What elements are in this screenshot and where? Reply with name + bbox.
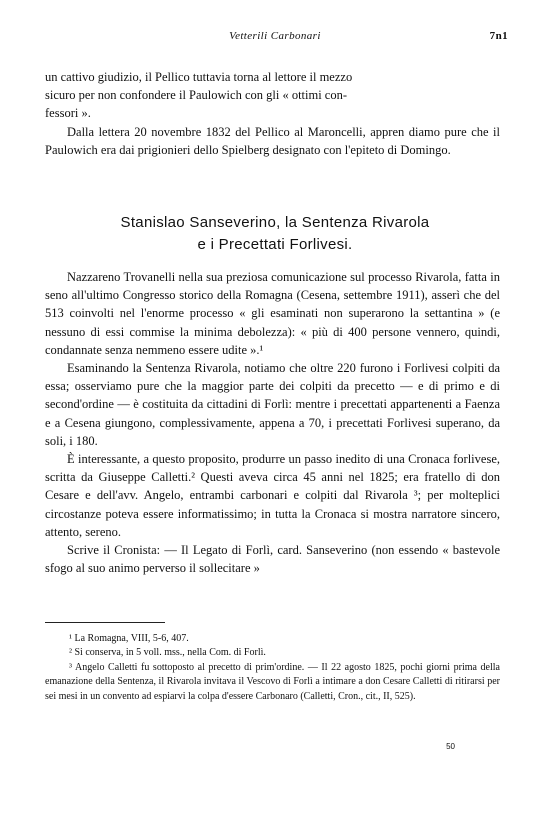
section-title — [0, 212, 550, 256]
continued-line-2: sicuro per non confondere il Paulowich con gli « ottimi con- — [45, 88, 348, 103]
footnote-2: ² Si conserva, in 5 voll. mss., nella Com. di Forlì. — [69, 647, 266, 659]
continued-text — [45, 68, 500, 159]
running-head — [0, 30, 550, 46]
running-title: Vetterili Carbonari — [229, 30, 321, 42]
paragraph-4: Scrive il Cronista: — Il Legato di Forlì, card. Sanseverino (non essendo « bastevole sfogo al suo animo perverso il sollecitare » — [45, 543, 500, 576]
bottom-mark: 50 — [446, 742, 455, 751]
footnotes — [45, 632, 500, 704]
footnote-1: ¹ La Romagna, VIII, 5-6, 407. — [69, 633, 189, 644]
continued-line-1: un cattivo giudizio, il Pellico tuttavia torna al lettore il mezzo — [45, 70, 353, 84]
paragraph-3: È interessante, a questo proposito, produrre un passo inedito di una Cronaca forlivese, scritta da Giuseppe Calletti.² Questi aveva circa 45 anni nel 1825; era fratello di don Cesare e dell'avv. Angelo, entrambi carbonari e colpiti dal Rivarola ³; per molteplici circostanze poteva essere informatissimo; in tutta la Cronaca si mostra narratore sincero, attento, sereno. — [45, 452, 500, 539]
footnote-3: ³ Angelo Calletti fu sottoposto al precetto di prim'ordine. — Il 22 agosto 1825, pochi giorni prima della emanazione della Sentenza, il Rivarola invitava il Vescovo di Forlì a intimare a don Cesare Calletti di ritirarsi per sei mesi in un convento ad espiarvi la colpa d'essere Carbonaro (Calletti, Cron., cit., II, 525). — [45, 661, 500, 702]
continued-paragraph-2: Dalla lettera 20 novembre 1832 del Pellico al Maroncelli, appren diamo pure che il Paulowich era dai prigionieri dello Spielberg designato con l'epiteto di Domingo. — [45, 124, 500, 157]
footnote-rule — [45, 622, 165, 623]
paragraph-2: Esaminando la Sentenza Rivarola, notiamo che oltre 220 furono i Forlivesi colpiti da essa; osserviamo pure che la maggior parte dei colpiti da precetto — e di primo e di second'ordine — è costituita da cittadini di Forlì: mentre i precettati appartenenti a Faenza e a Cesena giungono, complessivamente, appena a 70, i precettati Forlivesi superano, da soli, i 180. — [45, 361, 500, 448]
continued-line-3: fessori ». — [45, 106, 91, 121]
section-title-line-1: Stanislao Sanseverino, la Sentenza Rivarola — [120, 214, 430, 231]
main-text — [45, 268, 500, 577]
page-number: 7n1 — [489, 30, 508, 42]
section-title-line-2: e i Precettati Forlivesi. — [197, 236, 353, 253]
paragraph-1: Nazzareno Trovanelli nella sua preziosa comunicazione sul processo Rivarola, fatta in seno all'ultimo Congresso storico della Romagna (Cesena, settembre 1911), asserì che del 513 coinvolti nel l'enorme processo « gli esaminati non superarono la settantina » (e nessuno di essi commise la minima debolezza): « più di 400 persone vennero, quindi, condannate senza nemmeno essere udite ».¹ — [45, 270, 500, 357]
